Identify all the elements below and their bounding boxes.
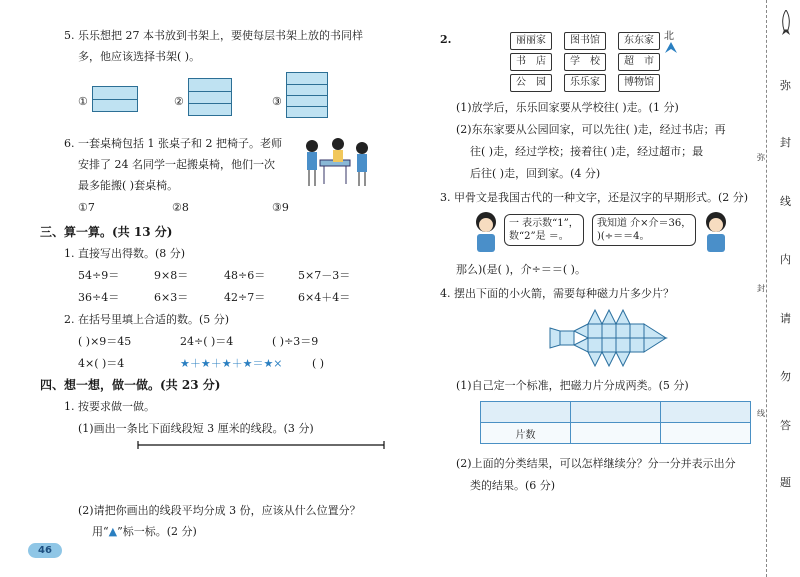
gutter-char-8: 题 [780,476,791,489]
bookshelf-2-image [188,78,232,116]
q5-option-3[interactable]: ③ [272,95,282,108]
sec4-sub2b-text: 用“▲”标一标。(2 分) [92,525,197,538]
table-row [481,402,751,423]
gutter-mini-2: 封 [757,284,765,293]
map-supermarket: 超 市 [618,53,660,71]
q5-line1: 5. 乐乐想把 27 本书放到书架上，要使每层书架上放的书同样 [64,29,363,42]
q2-s1: (1)放学后，乐乐回家要从学校往( )走。(1 分) [456,101,679,114]
triangle-marker-icon: ▲ [108,525,118,538]
q6-line3: 最多能搬( )套桌椅。 [78,179,179,192]
fill-blank-4[interactable]: 4×( )＝4 [78,357,125,370]
q4-s1: (1)自己定一个标准，把磁力片分成两类。(5 分) [456,379,689,392]
sec4-sub1-text: (1)画出一条比下面线段短 3 厘米的线段。(3 分) [78,422,314,435]
gutter-char-7: 答 [780,419,791,432]
north-arrow-icon [664,42,678,54]
sec3-q1-text: 1. 直接写出得数。(8 分) [64,247,186,260]
map-park: 公 园 [510,74,552,92]
q6-line1: 6. 一套桌椅包括 1 张桌子和 2 把椅子。老师 [64,137,282,150]
q6-line2: 安排了 24 名同学一起搬桌椅，他们一次 [78,158,275,171]
seal-line [766,0,767,577]
north-label: 北 [664,31,674,42]
drawing-area[interactable] [78,462,378,500]
table-cell[interactable] [481,402,571,423]
q4-text: 4. 摆出下面的小火箭，需要每种磁力片多少片？ [440,287,674,300]
q4-s2-line2: 类的结果。(6 分) [470,479,556,492]
students-carrying-desk-illustration [298,134,374,190]
q6-option-3[interactable]: ③9 [272,201,289,214]
bookshelf-3-image [286,72,328,118]
gutter-char-2: 封 [780,136,791,149]
gutter-mini-3: 线 [757,409,765,418]
calc-r2-c2: 6×3＝ [154,291,189,304]
fill-blank-5[interactable]: ( ) [312,357,325,370]
q4-s2-line1: (2)上面的分类结果，可以怎样继续分？分一分并表示出分 [456,457,736,470]
section-3-title: 三、算一算。(共 13 分) [40,225,173,239]
q2-number: 2. [440,33,452,46]
gutter-char-3: 线 [780,195,791,208]
q2-s2-line3: 后往( )走，回到家。(4 分) [470,167,601,180]
gutter-char-1: 弥 [780,79,791,92]
map-lele-home: 乐乐家 [564,74,606,92]
calc-r1-c3: 48÷6＝ [224,269,266,282]
gutter-char-5: 请 [780,312,791,325]
table-cell[interactable] [571,423,661,444]
gutter-char-4: 内 [780,253,791,266]
table-cell[interactable] [571,402,661,423]
map-school: 学 校 [564,53,606,71]
fill-blank-1[interactable]: ( )×9＝45 [78,335,132,348]
calc-r2-c4: 6×4＋4＝ [298,291,351,304]
speech-bubble-2: 我知道 介×介＝36， )(÷＝＝4。 [592,214,696,246]
classification-table [480,401,751,444]
calc-r1-c1: 54÷9＝ [78,269,120,282]
map-bookstore: 书 店 [510,53,552,71]
section-4-title: 四、想一想，做一做。(共 23 分) [40,378,221,392]
reference-line-segment [136,440,386,450]
boy-character-left [470,210,502,254]
calc-r1-c4: 5×7－3＝ [298,269,351,282]
q6-option-2[interactable]: ②8 [172,201,189,214]
rocket-icon [780,10,792,36]
table-row-label: 片数 [481,423,571,444]
sec3-q2-text: 2. 在括号里填上合适的数。(5 分) [64,313,230,326]
table-cell[interactable] [661,423,751,444]
q5-option-1[interactable]: ① [78,95,88,108]
gutter-mini-1: 弥 [757,153,765,162]
gutter-char-6: 勿 [780,370,791,383]
calc-r1-c2: 9×8＝ [154,269,189,282]
rocket-magnet-tiles-image [548,304,670,368]
q5-option-2[interactable]: ② [174,95,184,108]
table-row [481,423,751,444]
q3-answer[interactable]: 那么)(是( )，介÷＝＝( )。 [456,263,586,276]
map-dongdong-home: 东东家 [618,32,660,50]
page-number: 46 [28,543,62,558]
calc-r2-c1: 36÷4＝ [78,291,120,304]
q5-line2: 多，他应该选择书架( )。 [78,50,201,63]
q6-option-1[interactable]: ①7 [78,201,95,214]
star-equation: ★＋★＋★＋★＝★× [180,357,283,370]
speech-bubble-1: 一 表示数“1”， 数“2”是 ＝。 [504,214,584,246]
bookshelf-1-image [92,86,138,112]
sec4-sub2-text: (2)请把你画出的线段平均分成 3 份，应该从什么位置分？ [78,504,361,517]
table-cell[interactable] [661,402,751,423]
calc-r2-c3: 42÷7＝ [224,291,266,304]
fill-blank-3[interactable]: ( )÷3＝9 [272,335,319,348]
fill-blank-2[interactable]: 24÷( )＝4 [180,335,234,348]
q3-text: 3. 甲骨文是我国古代的一种文字，还是汉字的早期形式。(2 分) [440,191,749,204]
q2-s2-line1: (2)东东家要从公园回家，可以先往( )走，经过书店；再 [456,123,726,136]
boy-character-right [700,210,732,254]
sec4-q1-text: 1. 按要求做一做。 [64,400,155,413]
map-lili-home: 丽丽家 [510,32,552,50]
map-library: 图书馆 [564,32,606,50]
map-museum: 博物馆 [618,74,660,92]
q2-s2-line2: 往( )走，经过学校；接着往( )走，经过超市；最 [470,145,704,158]
